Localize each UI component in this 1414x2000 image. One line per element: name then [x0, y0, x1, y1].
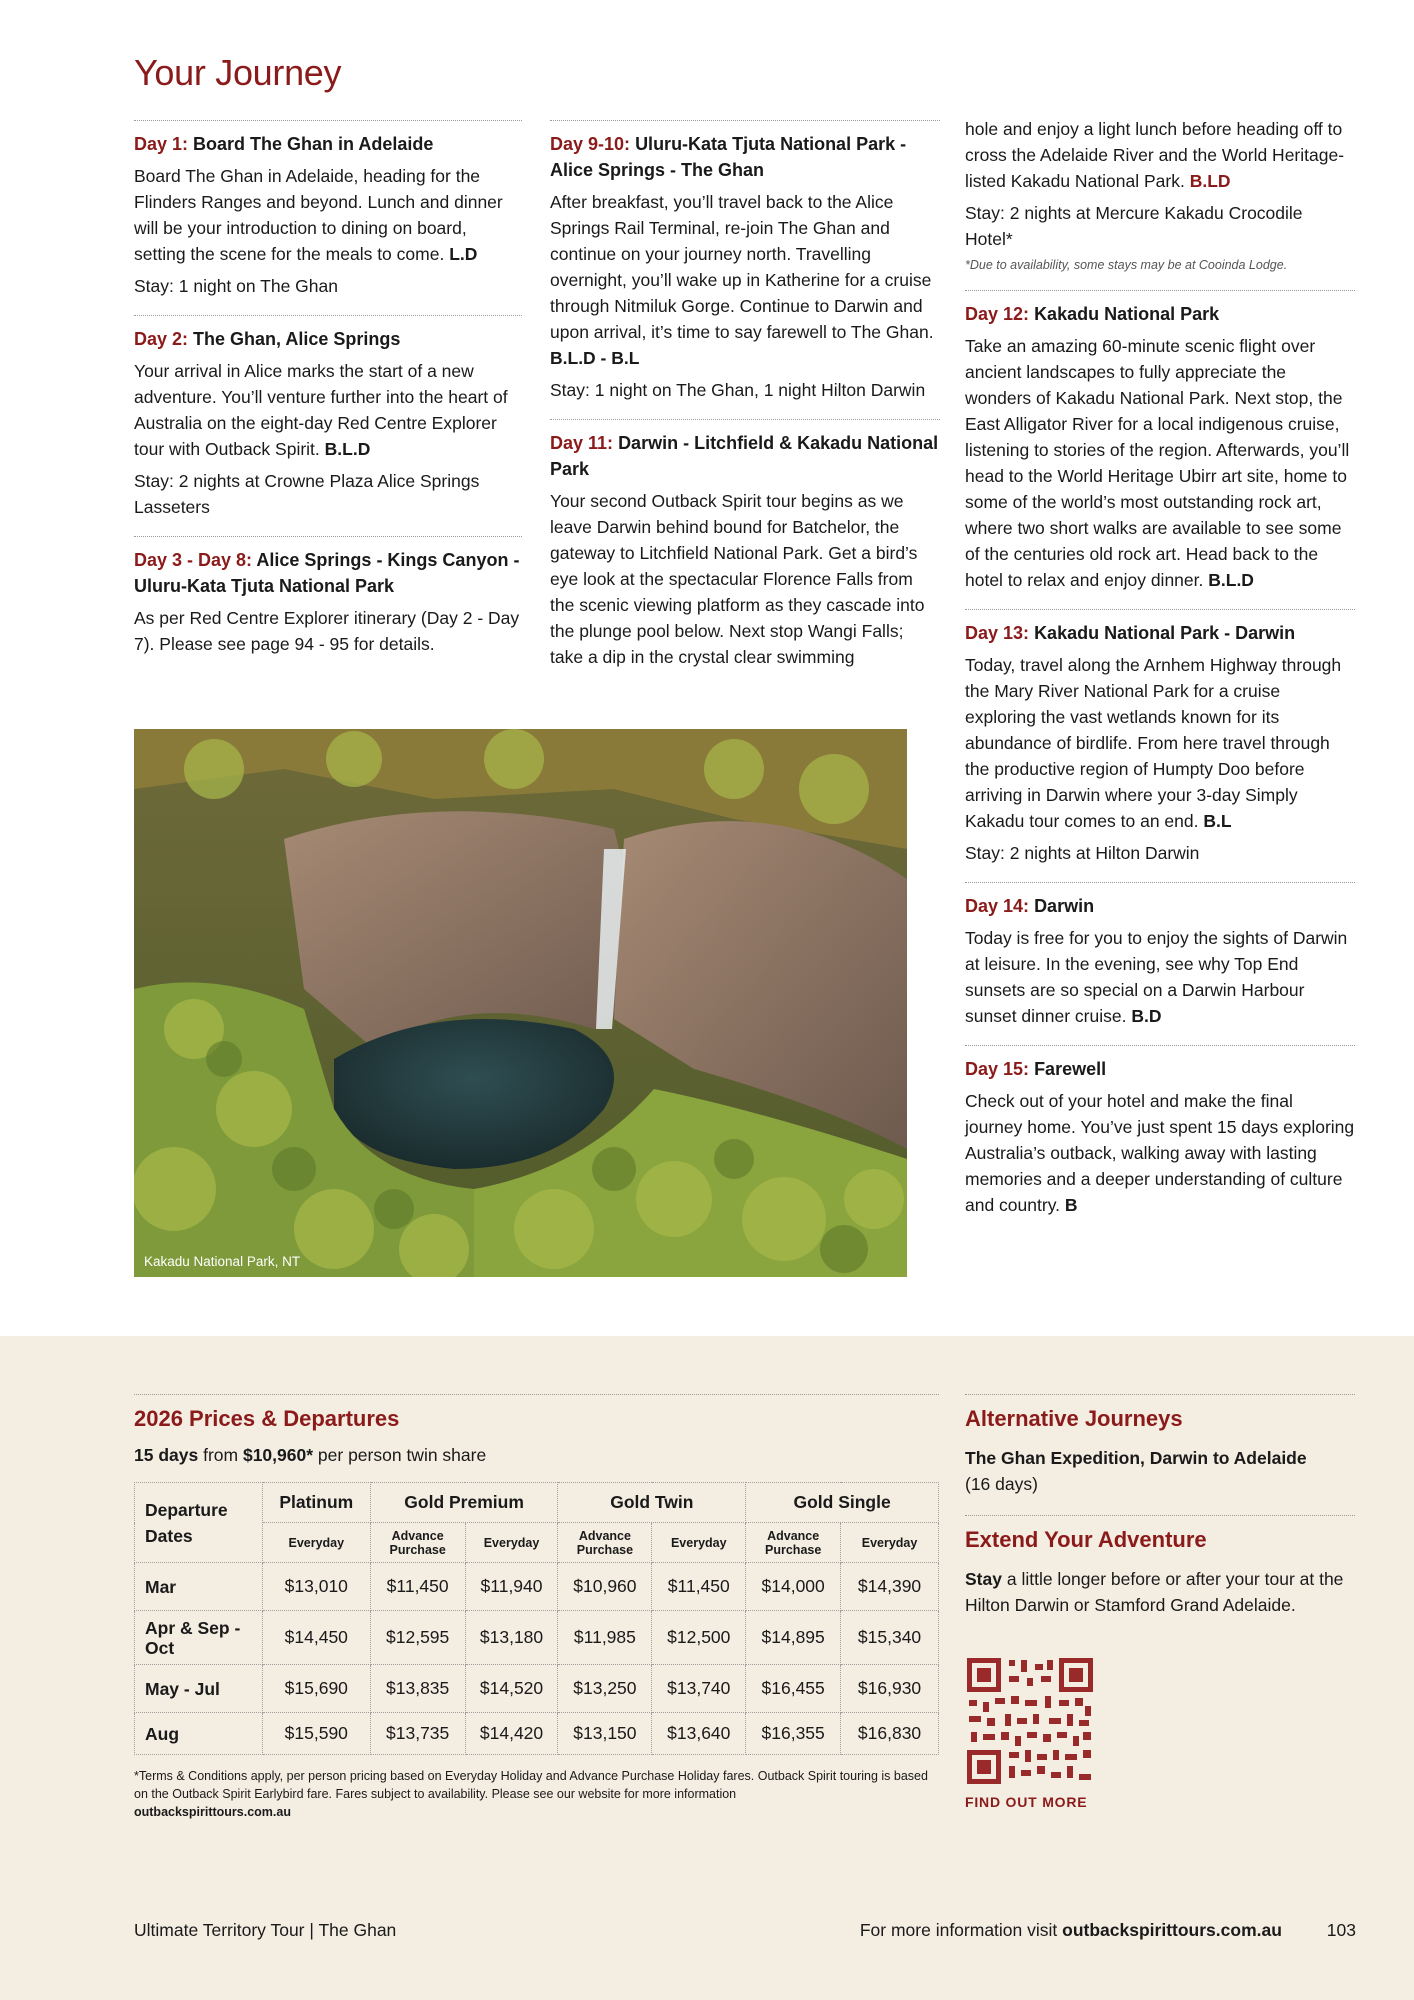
from-word: from — [203, 1445, 239, 1465]
side-panel — [965, 1394, 1355, 1810]
price-cell: $12,500 — [652, 1611, 746, 1665]
day-body — [965, 116, 1355, 194]
price-cell: $11,450 — [370, 1563, 465, 1611]
day-text: hole and enjoy a light lunch before heading off to cross the Adelaide River and the World Heritage-listed Kakadu National Park. — [965, 119, 1345, 191]
row-label: Mar — [135, 1563, 263, 1611]
day-heading — [965, 893, 1355, 919]
day-9-10 — [550, 121, 940, 403]
table-row — [135, 1611, 939, 1665]
row-label: Aug — [135, 1713, 263, 1755]
day-body — [134, 163, 522, 267]
qr-code-graphic — [965, 1656, 1095, 1786]
price-cell: $13,250 — [558, 1665, 652, 1713]
day-body — [965, 333, 1355, 593]
meals-code: B.D — [1131, 1006, 1162, 1026]
day-2 — [134, 316, 522, 520]
advance-purchase-subheader: Advance Purchase — [746, 1523, 841, 1563]
price-cell: $14,450 — [262, 1611, 370, 1665]
day-label: Day 15: — [965, 1059, 1030, 1079]
extend-text: a little longer before or after your tour at the Hilton Darwin or Stamford Grand Adelaide. — [965, 1569, 1344, 1615]
extend-adventure-heading: Extend Your Adventure — [965, 1527, 1207, 1552]
day-name: The Ghan, Alice Springs — [193, 329, 401, 349]
extend-bold-word: Stay — [965, 1569, 1002, 1589]
price-cell: $13,010 — [262, 1563, 370, 1611]
day-label: Day 14: — [965, 896, 1030, 916]
itinerary-column-1 — [134, 120, 522, 663]
waterfall-landscape-image — [134, 729, 907, 1277]
terms-note — [134, 1767, 939, 1821]
row-label: May - Jul — [135, 1665, 263, 1713]
itinerary-column-3 — [965, 116, 1355, 1224]
divider — [965, 1394, 1355, 1395]
day-heading — [965, 301, 1355, 327]
day-text: Board The Ghan in Adelaide, heading for the Flinders Ranges and beyond. Lunch and dinner will be your introduction to dining on board, setting the scene for the meals to come. — [134, 166, 503, 264]
terms-link[interactable]: outbackspirittours.com.au — [134, 1805, 291, 1819]
find-out-more-link[interactable]: FIND OUT MORE — [965, 1794, 1088, 1810]
prices-section — [134, 1394, 939, 1821]
price-cell: $15,590 — [262, 1713, 370, 1755]
price-cell: $12,595 — [370, 1611, 465, 1665]
day-body: As per Red Centre Explorer itinerary (Day 2 - Day 7). Please see page 94 - 95 for details. — [134, 608, 520, 654]
price-cell: $13,150 — [558, 1713, 652, 1755]
price-cell: $15,690 — [262, 1665, 370, 1713]
day-heading — [550, 131, 940, 183]
day-body: Your second Outback Spirit tour begins as we leave Darwin behind bound for Batchelor, the gateway to Litchfield National Park. Get a bird’s eye look at the spectacular Florence Falls from the scenic viewing platform as they cascade into the plunge pool below. Next stop Wangi Falls; take a dip in the crystal clear swimming — [550, 491, 925, 667]
price-cell: $16,830 — [841, 1713, 939, 1755]
meals-code: B.L — [1203, 811, 1232, 831]
day-body — [965, 925, 1355, 1029]
meals-code: B.LD — [1189, 171, 1231, 191]
day-label: Day 11: — [550, 433, 614, 453]
meals-code: B.L.D — [324, 439, 371, 459]
stay-info: Stay: 1 night on The Ghan, 1 night Hilton Darwin — [550, 380, 926, 400]
table-row — [135, 1713, 939, 1755]
alternative-journey — [965, 1445, 1355, 1497]
table-row — [135, 1563, 939, 1611]
alternative-journey-name: The Ghan Expedition, Darwin to Adelaide — [965, 1448, 1307, 1468]
day-heading — [550, 430, 940, 482]
advance-purchase-subheader: Advance Purchase — [370, 1523, 465, 1563]
prices-heading: 2026 Prices & Departures — [134, 1406, 400, 1431]
day-name: Kakadu National Park - Darwin — [1034, 623, 1296, 643]
price-cell: $14,895 — [746, 1611, 841, 1665]
day-heading — [134, 131, 522, 157]
day-text: Take an amazing 60-minute scenic flight over ancient landscapes to fully appreciate the wonders of Kakadu National Park. Next stop, the East Alligator River for a local indigenous cruise, listening to stories of the region. Afterwards, you’ll head to the World Heritage Ubirr art site, home to some of the world’s most outstanding rock art, where two short walks are available to see some of the centuries old rock art. Head back to the hotel to relax and enjoy dinner. — [965, 336, 1350, 590]
day-11-continued — [965, 116, 1355, 274]
meals-code: L.D — [449, 244, 478, 264]
day-label: Day 12: — [965, 304, 1030, 324]
footer-url-link[interactable]: outbackspirittours.com.au — [1062, 1920, 1282, 1940]
from-price-line — [134, 1445, 939, 1466]
day-13 — [965, 610, 1355, 866]
day-15 — [965, 1046, 1355, 1218]
departure-dates-header: Departure Dates — [135, 1483, 263, 1563]
from-price: $10,960* — [242, 1445, 314, 1465]
price-cell: $13,740 — [652, 1665, 746, 1713]
day-body — [965, 1088, 1355, 1218]
stay-info: Stay: 2 nights at Mercure Kakadu Crocodile Hotel* — [965, 203, 1303, 249]
gold-premium-header: Gold Premium — [370, 1483, 558, 1523]
advance-purchase-subheader: Advance Purchase — [558, 1523, 652, 1563]
day-label: Day 1: — [134, 134, 189, 154]
price-cell: $13,735 — [370, 1713, 465, 1755]
meals-code: B.L.D — [1208, 570, 1254, 590]
price-cell: $15,340 — [841, 1611, 939, 1665]
price-cell: $16,930 — [841, 1665, 939, 1713]
everyday-subheader: Everyday — [262, 1523, 370, 1563]
terms-text: *Terms & Conditions apply, per person pricing based on Everyday Holiday and Advance Purchase Holiday fares. Outback Spirit touring is based on the Outback Spirit Earlybird fare. Fares subject to availability. Please see our website for more information — [134, 1769, 928, 1801]
price-cell: $14,420 — [465, 1713, 558, 1755]
divider — [134, 1394, 939, 1395]
everyday-subheader: Everyday — [841, 1523, 939, 1563]
day-text: Today is free for you to enjoy the sights of Darwin at leisure. In the evening, see why Top End sunsets are so special on a Darwin Harbour sunset dinner cruise. — [965, 928, 1348, 1026]
footer-visit-text: For more information visit — [859, 1920, 1058, 1940]
day-name: Board The Ghan in Adelaide — [193, 134, 434, 154]
day-1 — [134, 121, 522, 299]
price-cell: $10,960 — [558, 1563, 652, 1611]
day-name: Alice Springs - Kings Canyon - Uluru-Kata Tjuta National Park — [134, 550, 520, 596]
platinum-header: Platinum — [262, 1483, 370, 1523]
row-label: Apr & Sep - Oct — [135, 1611, 263, 1665]
footer-title: Ultimate Territory Tour | The Ghan — [134, 1920, 397, 1940]
day-heading — [134, 326, 522, 352]
divider — [965, 1515, 1355, 1516]
price-basis: per person twin share — [317, 1445, 487, 1465]
kakadu-photo — [134, 729, 907, 1277]
price-cell: $14,520 — [465, 1665, 558, 1713]
day-label: Day 13: — [965, 623, 1030, 643]
stay-info: Stay: 1 night on The Ghan — [134, 276, 338, 296]
day-body — [134, 358, 522, 462]
day-name: Darwin - Litchfield & Kakadu National Park — [550, 433, 939, 479]
day-text: After breakfast, you’ll travel back to the Alice Springs Rail Terminal, re-join The Ghan and continue on your journey north. Travelling overnight, you’ll wake up in Katherine for a cruise through Nitmiluk Gorge. Continue to Darwin and upon arrival, it’s time to say farewell to The Ghan. — [550, 192, 934, 342]
page-number: 103 — [1326, 1920, 1356, 1940]
day-text: Your arrival in Alice marks the start of a new adventure. You’ll venture further into the heart of Australia on the eight-day Red Centre Explorer tour with Outback Spirit. — [134, 361, 508, 459]
meals-code: B.L.D - B.L — [550, 348, 640, 368]
day-11 — [550, 420, 940, 670]
alternative-journeys-heading: Alternative Journeys — [965, 1406, 1183, 1431]
price-cell: $13,640 — [652, 1713, 746, 1755]
day-label: Day 9-10: — [550, 134, 631, 154]
day-name: Uluru-Kata Tjuta National Park - Alice Springs - The Ghan — [550, 134, 907, 180]
price-cell: $11,450 — [652, 1563, 746, 1611]
stay-info: Stay: 2 nights at Hilton Darwin — [965, 843, 1200, 863]
gold-twin-header: Gold Twin — [558, 1483, 746, 1523]
everyday-subheader: Everyday — [652, 1523, 746, 1563]
alternative-journey-days: (16 days) — [965, 1474, 1038, 1494]
day-12 — [965, 291, 1355, 593]
stay-info: Stay: 2 nights at Crowne Plaza Alice Springs Lasseters — [134, 471, 480, 517]
page-title: Your Journey — [134, 52, 342, 93]
price-cell: $16,455 — [746, 1665, 841, 1713]
price-cell: $14,390 — [841, 1563, 939, 1611]
day-name: Farewell — [1034, 1059, 1107, 1079]
price-cell: $13,180 — [465, 1611, 558, 1665]
gold-single-header: Gold Single — [746, 1483, 939, 1523]
price-cell: $11,985 — [558, 1611, 652, 1665]
price-cell: $14,000 — [746, 1563, 841, 1611]
day-text: Today, travel along the Arnhem Highway through the Mary River National Park for a cruise exploring the vast wetlands known for its abundance of birdlife. From here travel through the productive region of Humpty Doo before arriving in Darwin where your 3-day Simply Kakadu tour comes to an end. — [965, 655, 1342, 831]
prices-table — [134, 1482, 939, 1755]
availability-note: *Due to availability, some stays may be at Cooinda Lodge. — [965, 258, 1288, 272]
photo-caption: Kakadu National Park, NT — [144, 1254, 301, 1269]
table-row — [135, 1665, 939, 1713]
footer-info — [860, 1920, 1356, 1941]
day-heading — [965, 1056, 1355, 1082]
day-name: Kakadu National Park — [1034, 304, 1220, 324]
day-text: Check out of your hotel and make the final journey home. You’ve just spent 15 days exploring Australia’s outback, walking away with lasting memories and a deeper understanding of culture and country. — [965, 1091, 1355, 1215]
qr-code-icon[interactable] — [965, 1656, 1095, 1786]
day-label: Day 3 - Day 8: — [134, 550, 253, 570]
day-heading — [134, 547, 522, 599]
meals-code: B — [1064, 1195, 1078, 1215]
day-body — [550, 189, 940, 371]
day-body — [965, 652, 1355, 834]
price-cell: $13,835 — [370, 1665, 465, 1713]
day-3-8 — [134, 537, 522, 657]
day-label: Day 2: — [134, 329, 189, 349]
day-heading — [965, 620, 1355, 646]
itinerary-column-2 — [550, 120, 940, 676]
price-cell: $11,940 — [465, 1563, 558, 1611]
day-name: Darwin — [1034, 896, 1095, 916]
extend-adventure-text — [965, 1566, 1355, 1618]
everyday-subheader: Everyday — [465, 1523, 558, 1563]
day-14 — [965, 883, 1355, 1029]
price-cell: $16,355 — [746, 1713, 841, 1755]
tour-length: 15 days — [134, 1445, 199, 1465]
